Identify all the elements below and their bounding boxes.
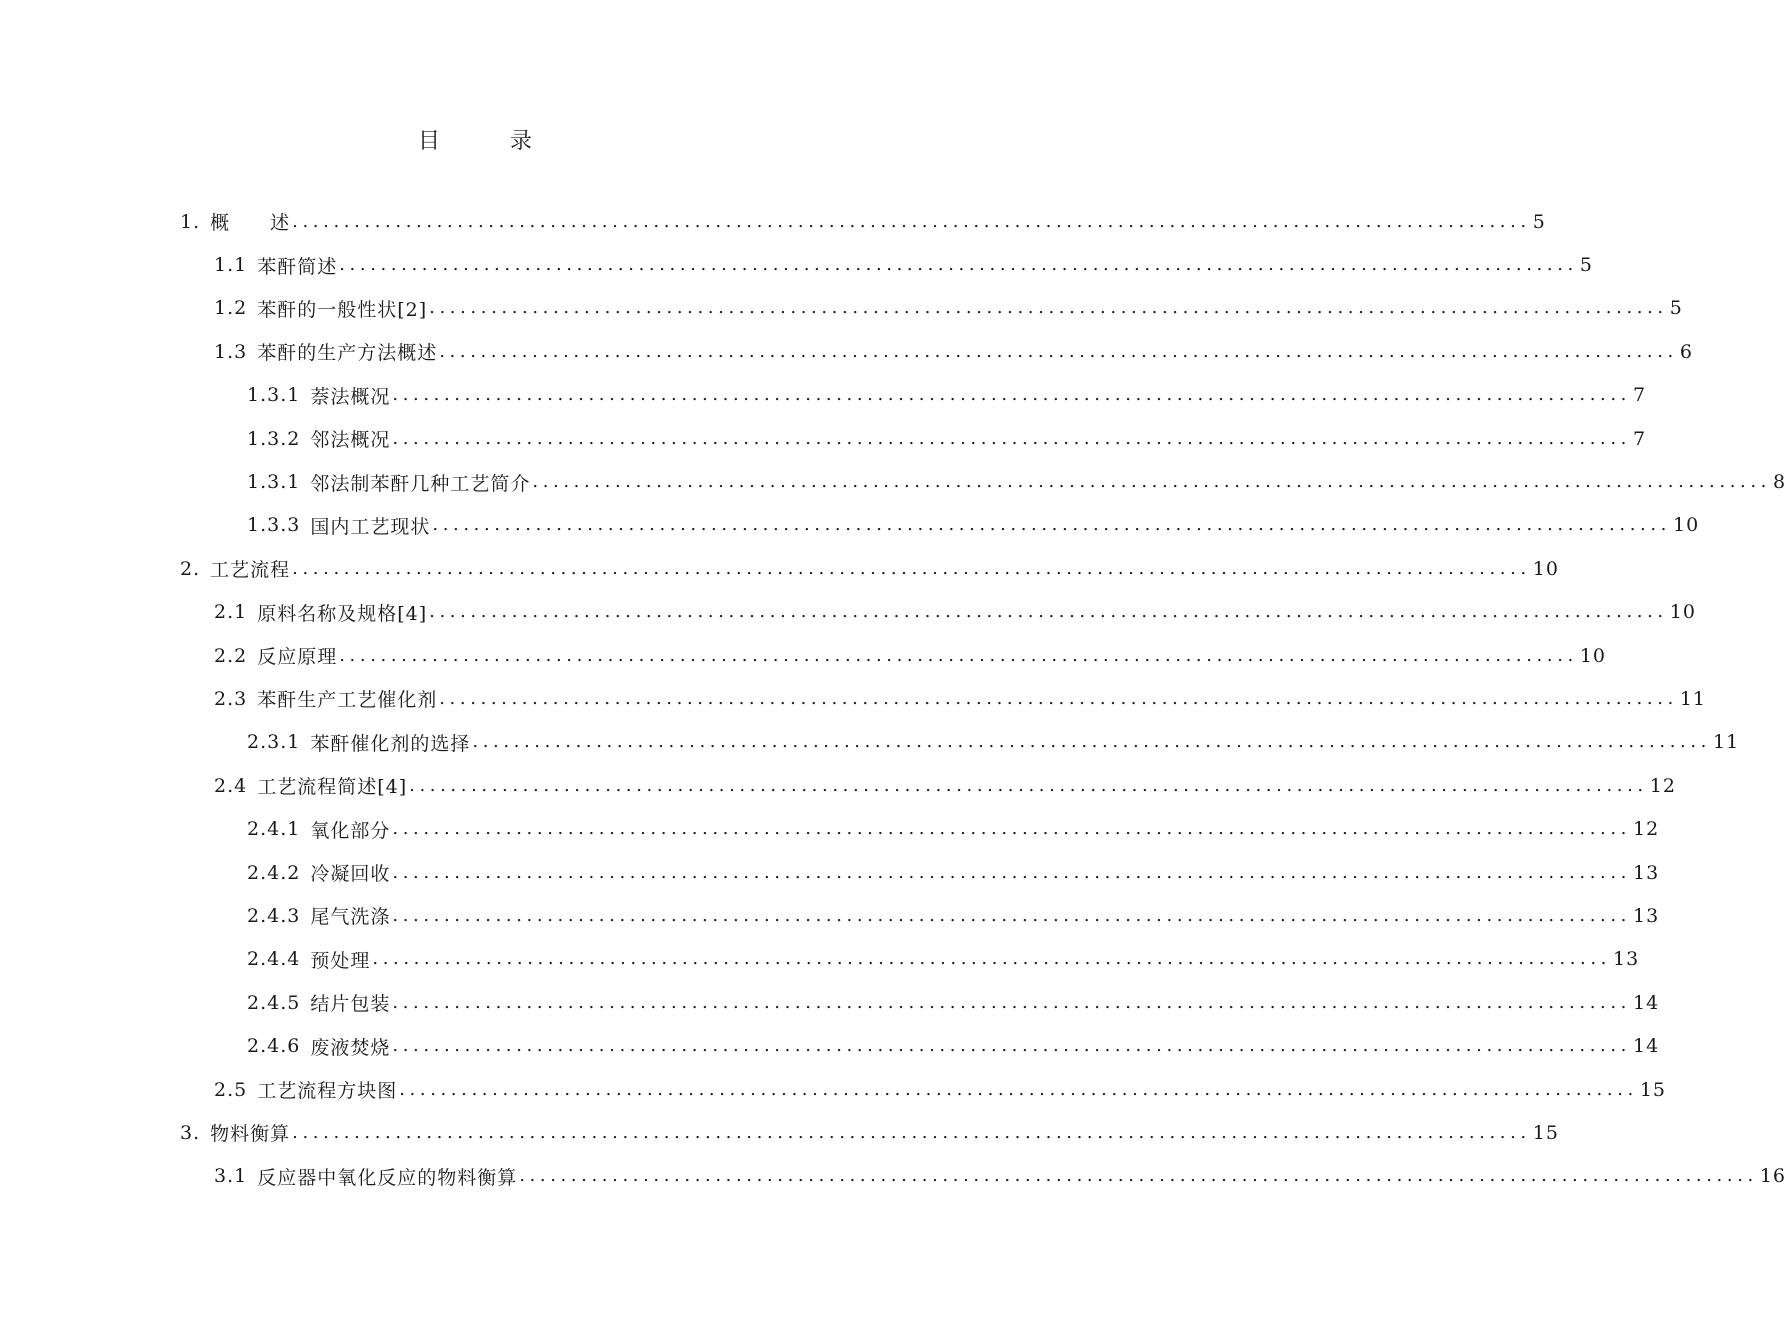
toc-entry-page: 10 [1579, 644, 1607, 667]
toc-entry-number: 2.4.6 [247, 1035, 301, 1058]
toc-entry[interactable] [0, 330, 1693, 373]
toc-entry-number: 2.4.1 [247, 818, 301, 841]
toc-list [0, 200, 1786, 1198]
toc-entry-number: 1. [180, 210, 201, 233]
toc-entry[interactable] [0, 1024, 1660, 1067]
toc-dot-leader: ........................................................................................................................ [339, 644, 1578, 666]
toc-entry-title: 预处理 [310, 949, 371, 972]
toc-entry[interactable] [0, 504, 1700, 547]
toc-entry-title: 苯酐生产工艺催化剂 [257, 689, 438, 712]
toc-entry-number: 2.4.2 [247, 861, 301, 884]
toc-entry[interactable] [0, 1068, 1667, 1111]
toc-entry-number: 2.4.4 [247, 948, 301, 971]
toc-dot-leader: ........................................................................................................................ [399, 1078, 1638, 1100]
toc-entry-page: 13 [1612, 948, 1640, 971]
toc-dot-leader: ........................................................................................................................ [372, 948, 1611, 970]
toc-entry-page: 8 [1772, 471, 1786, 494]
toc-entry-page: 10 [1672, 514, 1700, 537]
toc-entry-title: 苯酐的一般性状[2] [257, 298, 428, 321]
toc-dot-leader: ........................................................................................................................ [392, 384, 1631, 406]
toc-entry[interactable] [0, 1155, 1786, 1198]
toc-entry-page: 12 [1632, 818, 1660, 841]
toc-entry-number: 1.3 [214, 340, 248, 363]
toc-entry[interactable] [0, 764, 1676, 807]
toc-entry[interactable] [0, 460, 1786, 503]
toc-dot-leader: ........................................................................................................................ [429, 297, 1668, 319]
toc-entry-page: 10 [1669, 601, 1696, 624]
toc-entry-title: 废液焚烧 [310, 1036, 391, 1059]
toc-entry-title: 反应器中氧化反应的物料衡算 [257, 1166, 518, 1189]
toc-dot-leader: ........................................................................................................................ [392, 1035, 1631, 1057]
toc-entry-title: 冷凝回收 [310, 863, 391, 886]
toc-entry-title: 尾气洗涤 [310, 906, 391, 929]
toc-entry-title: 原料名称及规格[4] [257, 602, 428, 625]
toc-entry-title: 氧化部分 [310, 819, 391, 842]
toc-entry-page: 7 [1632, 384, 1647, 407]
toc-entry-number: 2.5 [214, 1078, 248, 1101]
toc-entry-title: 工艺流程方块图 [257, 1080, 398, 1102]
toc-entry-page: 14 [1632, 991, 1660, 1014]
toc-entry[interactable] [0, 851, 1660, 894]
toc-entry-number: 2.2 [214, 644, 248, 667]
toc-entry[interactable] [0, 721, 1740, 764]
toc-entry-title: 概 述 [210, 212, 291, 235]
toc-entry[interactable] [0, 634, 1607, 677]
toc-entry-title: 工艺流程简述[4] [257, 776, 408, 799]
toc-entry-title: 物料衡算 [210, 1123, 291, 1146]
toc-entry-title: 邻法制苯酐几种工艺简介 [310, 472, 531, 495]
toc-entry-title: 反应原理 [257, 646, 338, 669]
toc-entry[interactable] [0, 287, 1683, 330]
toc-entry-page: 6 [1679, 340, 1693, 363]
toc-entry-number: 2.3 [214, 687, 248, 710]
toc-entry-page: 5 [1532, 210, 1546, 233]
toc-entry-page: 7 [1632, 427, 1647, 450]
toc-dot-leader: ........................................................................................................................ [519, 1165, 1758, 1187]
toc-entry-page: 11 [1712, 731, 1740, 754]
toc-entry-number: 1.3.2 [247, 427, 301, 450]
toc-dot-leader: ........................................................................................................................ [392, 991, 1631, 1013]
toc-entry[interactable] [0, 547, 1559, 590]
toc-entry-title: 苯酐简述 [257, 255, 338, 278]
toc-entry-number: 3.1 [214, 1165, 248, 1188]
toc-entry-number: 2.4.5 [247, 991, 301, 1014]
toc-entry-number: 2.4.3 [247, 904, 301, 927]
toc-entry-number: 3. [180, 1121, 201, 1144]
toc-entry-title: 萘法概况 [310, 385, 391, 408]
toc-entry-page: 15 [1639, 1078, 1667, 1101]
toc-entry-page: 14 [1632, 1035, 1660, 1058]
toc-dot-leader: ........................................................................................................................ [392, 818, 1631, 840]
toc-entry-number: 2.1 [214, 601, 248, 624]
toc-entry-title: 苯酐的生产方法概述 [257, 342, 438, 365]
toc-entry[interactable] [0, 591, 1696, 634]
toc-dot-leader: ........................................................................................................................ [292, 557, 1531, 579]
toc-entry[interactable] [0, 807, 1660, 850]
toc-dot-leader: ........................................................................................................................ [429, 601, 1668, 623]
toc-entry[interactable] [0, 374, 1647, 417]
toc-entry-page: 5 [1579, 254, 1593, 277]
toc-entry[interactable] [0, 981, 1660, 1024]
toc-entry-number: 1.3.3 [247, 514, 301, 537]
toc-dot-leader: ........................................................................................................................ [409, 774, 1648, 796]
toc-entry[interactable] [0, 243, 1593, 286]
toc-entry-page: 13 [1632, 904, 1660, 927]
toc-title: 目 录 [417, 129, 556, 154]
toc-entry[interactable] [0, 200, 1546, 243]
toc-dot-leader: ........................................................................................................................ [292, 1121, 1531, 1143]
toc-dot-leader: ........................................................................................................................ [339, 254, 1578, 276]
toc-dot-leader: ........................................................................................................................ [392, 861, 1631, 883]
toc-entry-page: 10 [1532, 557, 1559, 580]
toc-entry[interactable] [0, 938, 1640, 981]
toc-entry-page: 5 [1669, 297, 1683, 320]
toc-entry-title: 苯酐催化剂的选择 [310, 732, 471, 755]
toc-dot-leader: ........................................................................................................................ [392, 427, 1631, 449]
toc-entry-title: 邻法概况 [310, 429, 391, 452]
toc-entry-page: 12 [1649, 774, 1676, 797]
toc-entry-title: 国内工艺现状 [310, 515, 431, 538]
toc-entry-number: 1.3.1 [247, 384, 301, 407]
toc-entry-title: 结片包装 [310, 993, 391, 1016]
toc-entry-title: 工艺流程 [210, 559, 291, 582]
toc-entry-page: 16 [1759, 1165, 1786, 1188]
toc-dot-leader: ........................................................................................................................ [432, 514, 1671, 536]
toc-entry-number: 2.4 [214, 774, 248, 797]
toc-entry-number: 1.1 [214, 254, 248, 277]
toc-entry-page: 15 [1532, 1121, 1559, 1144]
toc-entry-number: 1.3.1 [247, 471, 301, 494]
toc-dot-leader: ........................................................................................................................ [472, 731, 1711, 753]
toc-dot-leader: ........................................................................................................................ [292, 210, 1531, 232]
toc-dot-leader: ........................................................................................................................ [439, 687, 1678, 709]
toc-entry-page: 11 [1679, 687, 1707, 710]
toc-entry[interactable] [0, 1111, 1559, 1154]
toc-entry[interactable] [0, 677, 1707, 720]
toc-entry-number: 2.3.1 [247, 731, 301, 754]
toc-dot-leader: ........................................................................................................................ [392, 904, 1631, 926]
toc-entry-number: 1.2 [214, 297, 248, 320]
toc-dot-leader: ........................................................................................................................ [439, 340, 1678, 362]
toc-entry[interactable] [0, 417, 1647, 460]
toc-entry-number: 2. [180, 557, 201, 580]
toc-entry[interactable] [0, 894, 1660, 937]
toc-entry-page: 13 [1632, 861, 1660, 884]
toc-dot-leader: ........................................................................................................................ [532, 471, 1771, 493]
